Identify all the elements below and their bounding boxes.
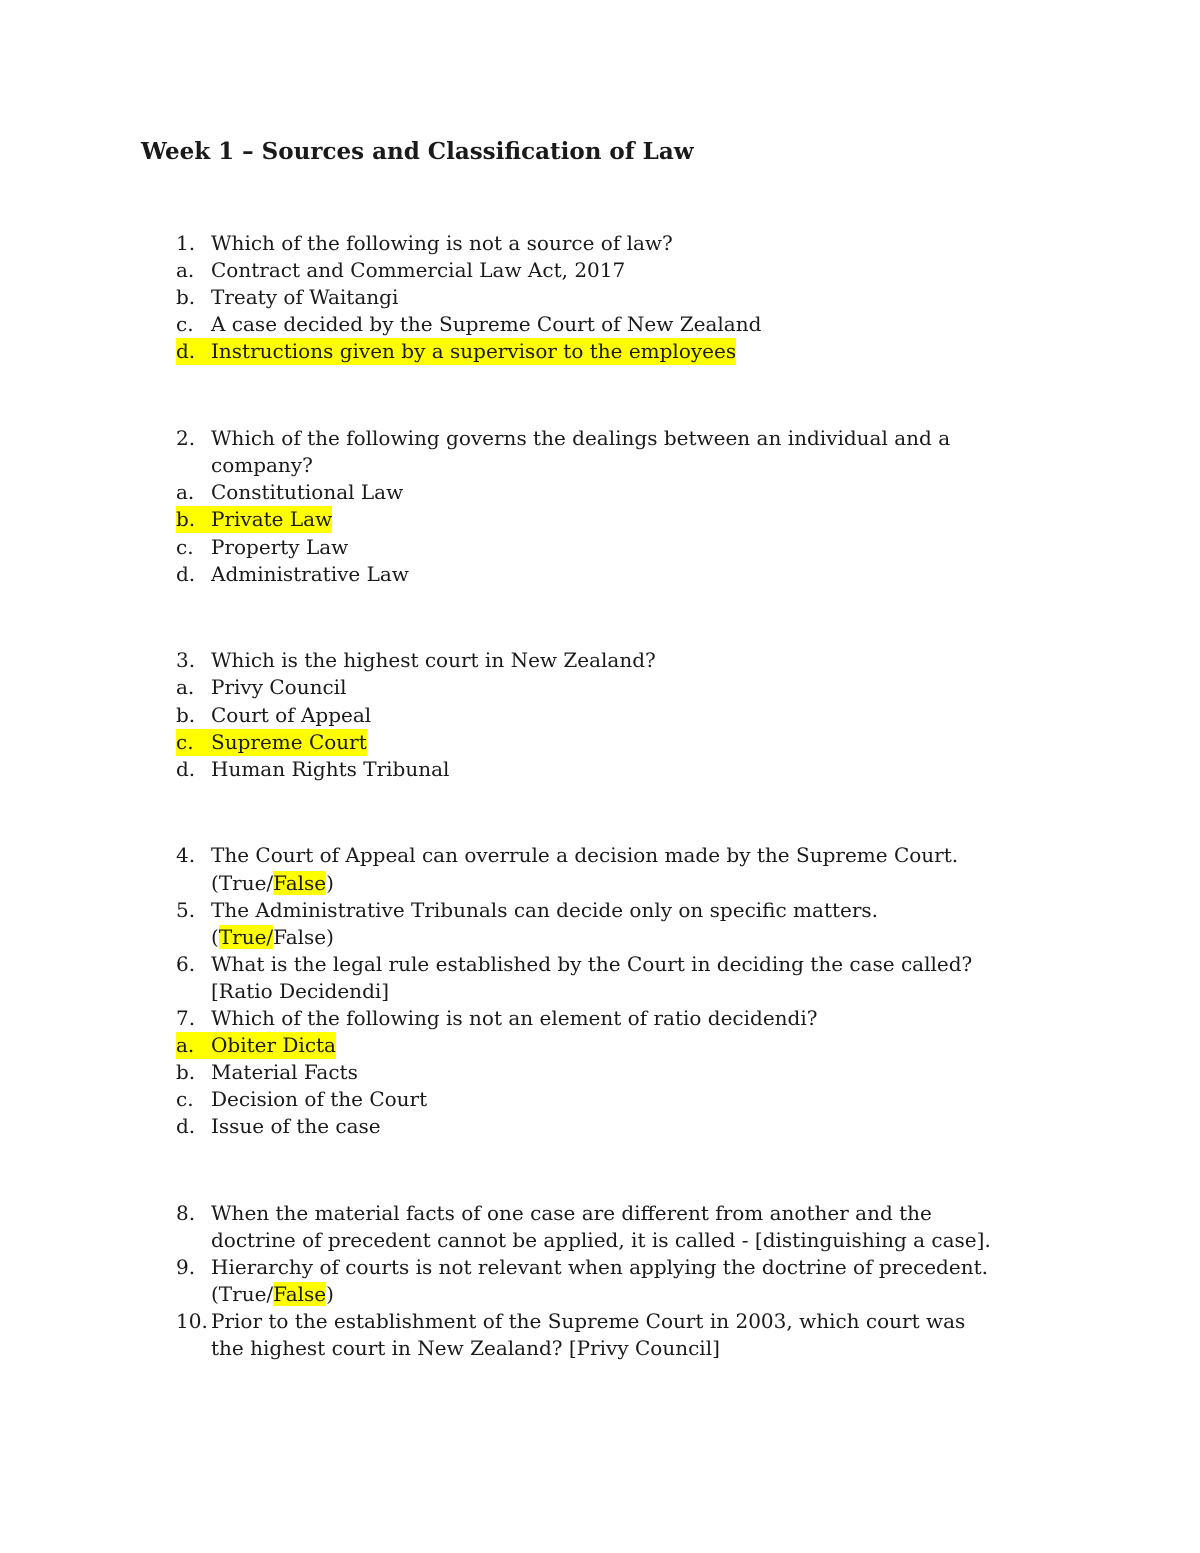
option-1d-correct: d. Instructions given by a supervisor to the employees (176, 339, 737, 363)
question-number: 5. (176, 898, 196, 922)
question-5 (176, 897, 878, 924)
question-6 (176, 951, 972, 978)
option-7a-correct: a. Obiter Dicta (176, 1033, 336, 1057)
question-number: 9. (176, 1255, 196, 1279)
question-number: 7. (176, 1006, 196, 1030)
question-1 (176, 230, 673, 257)
option-2b-correct: b. Private Law (176, 507, 333, 531)
question-text: Which is the highest court in New Zealand? (211, 648, 656, 672)
question-10-continued: the highest court in New Zealand? [Privy Council] (211, 1336, 720, 1360)
question-9-answer: (True/False) (211, 1282, 334, 1306)
question-text: The Administrative Tribunals can decide only on specific matters. (211, 898, 879, 922)
question-8 (176, 1200, 932, 1227)
question-number: 3. (176, 648, 196, 672)
option-1a: a. Contract and Commercial Law Act, 2017 (176, 258, 626, 282)
option-2c: c. Property Law (176, 535, 349, 559)
question-number: 8. (176, 1201, 196, 1225)
option-7d: d. Issue of the case (176, 1114, 381, 1138)
option-3c-correct: c. Supreme Court (176, 730, 367, 754)
question-text: What is the legal rule established by the Court in deciding the case called? (211, 952, 973, 976)
question-4 (176, 842, 958, 869)
question-number: 2. (176, 426, 196, 450)
answer-false-highlight: False (273, 1282, 327, 1306)
question-2 (176, 425, 950, 452)
option-7b: b. Material Facts (176, 1060, 358, 1084)
page-title: Week 1 – Sources and Classification of Law (141, 138, 694, 165)
question-number: 10. (176, 1309, 208, 1333)
question-number: 4. (176, 843, 196, 867)
question-3 (176, 647, 656, 674)
option-3d: d. Human Rights Tribunal (176, 757, 450, 781)
question-text: The Court of Appeal can overrule a decision made by the Supreme Court. (211, 843, 959, 867)
option-2d: d. Administrative Law (176, 562, 409, 586)
option-3a: a. Privy Council (176, 675, 347, 699)
option-1b: b. Treaty of Waitangi (176, 285, 399, 309)
question-text: When the material facts of one case are different from another and the (211, 1201, 932, 1225)
option-1c: c. A case decided by the Supreme Court of New Zealand (176, 312, 762, 336)
question-9 (176, 1254, 988, 1281)
question-2-continued: company? (211, 453, 313, 477)
option-3b: b. Court of Appeal (176, 703, 372, 727)
question-8-continued: doctrine of precedent cannot be applied, it is called - [distinguishing a case]. (211, 1228, 991, 1252)
option-2a: a. Constitutional Law (176, 480, 404, 504)
question-text: Which of the following governs the dealings between an individual and a (211, 426, 951, 450)
option-7c: c. Decision of the Court (176, 1087, 428, 1111)
question-4-answer: (True/False) (211, 871, 334, 895)
question-7 (176, 1005, 817, 1032)
question-text: Which of the following is not an element of ratio decidendi? (211, 1006, 818, 1030)
question-5-answer: (True/False) (211, 925, 334, 949)
question-text: Hierarchy of courts is not relevant when applying the doctrine of precedent. (211, 1255, 988, 1279)
question-6-answer: [Ratio Decidendi] (211, 979, 390, 1003)
question-text: Which of the following is not a source of law? (211, 231, 673, 255)
question-10 (176, 1308, 965, 1335)
answer-false-highlight: False (273, 871, 327, 895)
question-number: 1. (176, 231, 196, 255)
question-text: Prior to the establishment of the Supreme Court in 2003, which court was (211, 1309, 966, 1333)
question-number: 6. (176, 952, 196, 976)
answer-true-highlight: True/ (218, 925, 274, 949)
